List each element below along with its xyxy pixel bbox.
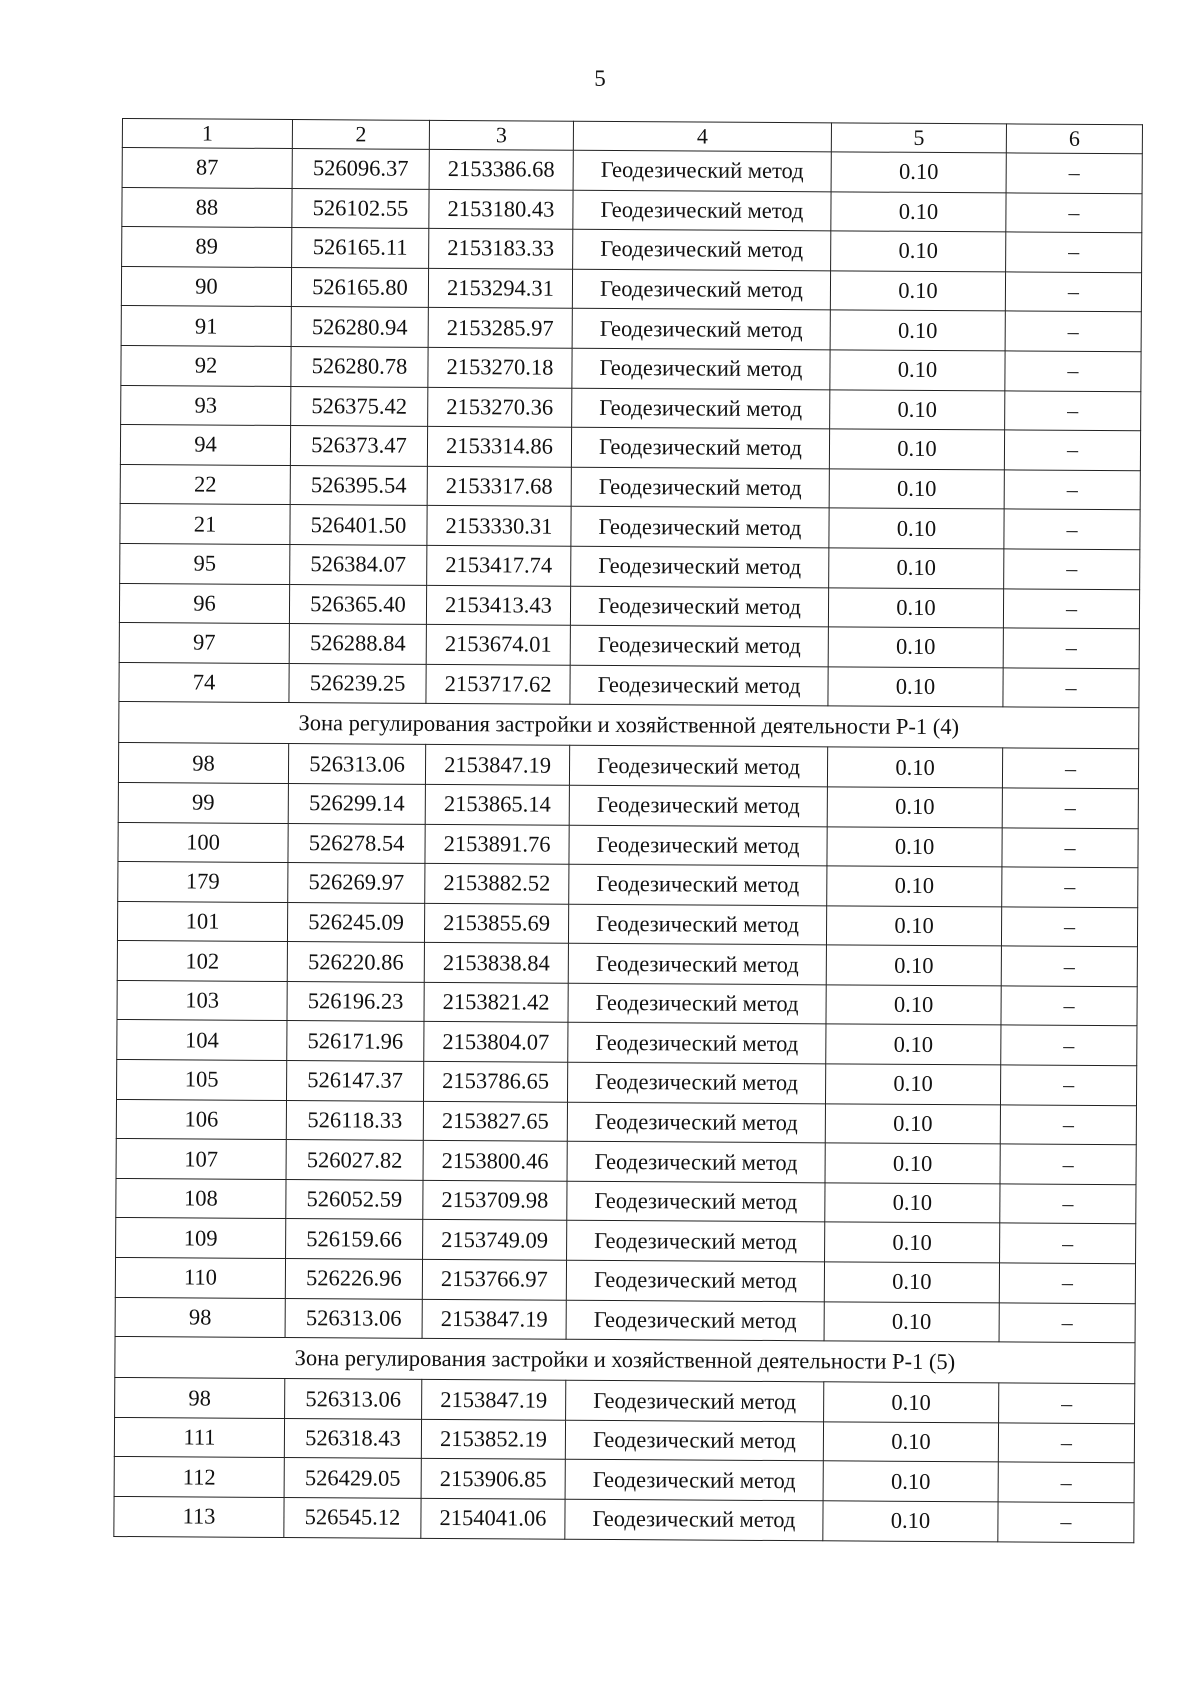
x-coordinate-cell: 526278.54: [288, 823, 425, 863]
accuracy-cell: 0.10: [826, 906, 1001, 947]
point-number-cell: 100: [118, 822, 288, 863]
y-coordinate-cell: 2153317.68: [427, 466, 571, 506]
accuracy-cell: 0.10: [825, 1143, 1000, 1184]
x-coordinate-cell: 526052.59: [286, 1179, 423, 1219]
method-cell: Геодезический метод: [572, 309, 830, 350]
table-row: [120, 543, 1140, 589]
y-coordinate-cell: 2153865.14: [425, 784, 569, 824]
note-cell: –: [1006, 153, 1142, 193]
table-row: [115, 1258, 1135, 1304]
point-number-cell: 109: [116, 1218, 286, 1259]
table-row: [121, 385, 1141, 431]
accuracy-cell: 0.10: [825, 1222, 1000, 1263]
y-coordinate-cell: 2153386.68: [429, 149, 573, 189]
x-coordinate-cell: 526165.11: [292, 228, 429, 268]
method-cell: Геодезический метод: [569, 825, 827, 866]
method-cell: Геодезический метод: [568, 1023, 826, 1064]
point-number-cell: 99: [118, 782, 288, 823]
table-row: [118, 862, 1138, 908]
method-cell: Геодезический метод: [573, 190, 831, 231]
method-cell: Геодезический метод: [570, 665, 828, 706]
accuracy-cell: 0.10: [825, 1103, 1000, 1144]
accuracy-cell: 0.10: [823, 1422, 998, 1463]
table-row: [121, 266, 1141, 312]
point-number-cell: 98: [115, 1378, 285, 1419]
y-coordinate-cell: 2153314.86: [427, 427, 571, 467]
method-cell: Геодезический метод: [570, 625, 828, 666]
accuracy-cell: 0.10: [826, 945, 1001, 986]
x-coordinate-cell: 526429.05: [284, 1458, 421, 1498]
y-coordinate-cell: 2153270.36: [428, 387, 572, 427]
note-cell: –: [1001, 986, 1137, 1026]
point-number-cell: 93: [121, 385, 291, 426]
note-cell: –: [1003, 668, 1139, 708]
note-cell: –: [999, 1303, 1135, 1343]
y-coordinate-cell: 2153821.42: [424, 982, 568, 1022]
method-cell: Геодезический метод: [572, 388, 830, 429]
accuracy-cell: 0.10: [827, 747, 1002, 788]
note-cell: –: [1001, 1025, 1137, 1065]
method-cell: Геодезический метод: [571, 427, 829, 468]
table-body: [114, 119, 1143, 1543]
header-cell-5: 5: [831, 123, 1006, 153]
y-coordinate-cell: 2153891.76: [425, 824, 569, 864]
y-coordinate-cell: 2153786.65: [424, 1061, 568, 1101]
x-coordinate-cell: 526226.96: [285, 1259, 422, 1299]
x-coordinate-cell: 526401.50: [290, 505, 427, 545]
x-coordinate-cell: 526313.06: [285, 1298, 422, 1338]
point-number-cell: 113: [114, 1496, 284, 1537]
accuracy-cell: 0.10: [823, 1501, 998, 1542]
note-cell: –: [1002, 867, 1138, 907]
y-coordinate-cell: 2153847.19: [422, 1299, 566, 1339]
point-number-cell: 98: [115, 1297, 285, 1338]
point-number-cell: 74: [119, 662, 289, 703]
y-coordinate-cell: 2153852.19: [421, 1419, 565, 1459]
point-number-cell: 110: [115, 1258, 285, 1299]
method-cell: Геодезический метод: [565, 1460, 823, 1501]
accuracy-cell: 0.10: [828, 627, 1003, 668]
method-cell: Геодезический метод: [571, 467, 829, 508]
point-number-cell: 22: [120, 464, 290, 505]
x-coordinate-cell: 526365.40: [289, 584, 426, 624]
note-cell: –: [1003, 628, 1139, 668]
x-coordinate-cell: 526165.80: [291, 267, 428, 307]
method-cell: Геодезический метод: [569, 785, 827, 826]
x-coordinate-cell: 526027.82: [286, 1140, 423, 1180]
x-coordinate-cell: 526159.66: [286, 1219, 423, 1259]
y-coordinate-cell: 2153800.46: [423, 1141, 567, 1181]
method-cell: Геодезический метод: [568, 904, 826, 945]
point-number-cell: 108: [116, 1178, 286, 1219]
method-cell: Геодезический метод: [567, 1141, 825, 1182]
y-coordinate-cell: 2153855.69: [424, 903, 568, 943]
accuracy-cell: 0.10: [829, 469, 1004, 510]
point-number-cell: 90: [121, 266, 291, 307]
point-number-cell: 94: [120, 425, 290, 466]
note-cell: –: [1002, 788, 1138, 828]
note-cell: –: [1005, 390, 1141, 430]
method-cell: Геодезический метод: [573, 150, 831, 191]
accuracy-cell: 0.10: [827, 826, 1002, 867]
y-coordinate-cell: 2153749.09: [423, 1220, 567, 1260]
note-cell: –: [1004, 430, 1140, 470]
section-heading: Зона регулирования застройки и хозяйственной деятельности Р-1 (5): [115, 1337, 1135, 1384]
method-cell: Геодезический метод: [571, 546, 829, 587]
note-cell: –: [1000, 1105, 1136, 1145]
method-cell: Геодезический метод: [572, 348, 830, 389]
y-coordinate-cell: 2153674.01: [426, 624, 570, 664]
note-cell: –: [998, 1502, 1134, 1542]
point-number-cell: 105: [117, 1060, 287, 1101]
header-cell-3: 3: [429, 120, 573, 150]
note-cell: –: [1006, 232, 1142, 272]
method-cell: Геодезический метод: [567, 1062, 825, 1103]
x-coordinate-cell: 526299.14: [288, 783, 425, 823]
header-cell-2: 2: [292, 120, 429, 150]
table-row: [120, 504, 1140, 550]
x-coordinate-cell: 526375.42: [291, 386, 428, 426]
y-coordinate-cell: 2153709.98: [423, 1180, 567, 1220]
section-heading-row: [115, 1337, 1135, 1384]
table-row: [118, 782, 1138, 828]
x-coordinate-cell: 526171.96: [287, 1021, 424, 1061]
note-cell: –: [1002, 748, 1138, 788]
table-row: [117, 901, 1137, 947]
accuracy-cell: 0.10: [829, 508, 1004, 549]
point-number-cell: 96: [119, 583, 289, 624]
table-row: [117, 1060, 1137, 1106]
x-coordinate-cell: 526147.37: [287, 1061, 424, 1101]
accuracy-cell: 0.10: [831, 152, 1006, 193]
x-coordinate-cell: 526220.86: [287, 942, 424, 982]
point-number-cell: 91: [121, 306, 291, 347]
table-row: [119, 623, 1139, 669]
point-number-cell: 104: [117, 1020, 287, 1061]
y-coordinate-cell: 2153294.31: [428, 268, 572, 308]
note-cell: –: [1004, 509, 1140, 549]
x-coordinate-cell: 526313.06: [288, 744, 425, 784]
point-number-cell: 89: [122, 227, 292, 268]
table-row: [116, 1178, 1136, 1224]
method-cell: Геодезический метод: [568, 983, 826, 1024]
method-cell: Геодезический метод: [572, 269, 830, 310]
header-cell-4: 4: [573, 121, 831, 152]
point-number-cell: 87: [122, 148, 292, 189]
note-cell: –: [1000, 1144, 1136, 1184]
accuracy-cell: 0.10: [830, 310, 1005, 351]
x-coordinate-cell: 526118.33: [286, 1100, 423, 1140]
y-coordinate-cell: 2153717.62: [426, 664, 570, 704]
x-coordinate-cell: 526245.09: [287, 902, 424, 942]
accuracy-cell: 0.10: [823, 1461, 998, 1502]
header-cell-1: 1: [122, 119, 292, 149]
point-number-cell: 98: [118, 743, 288, 784]
point-number-cell: 95: [120, 543, 290, 584]
table-row: [121, 345, 1141, 391]
note-cell: –: [1005, 351, 1141, 391]
point-number-cell: 92: [121, 345, 291, 386]
table-row: [118, 743, 1138, 789]
y-coordinate-cell: 2153847.19: [425, 745, 569, 785]
x-coordinate-cell: 526384.07: [290, 544, 427, 584]
method-cell: Геодезический метод: [570, 586, 828, 627]
method-cell: Геодезический метод: [569, 746, 827, 787]
table-row: [114, 1496, 1134, 1542]
table-row: [115, 1297, 1135, 1343]
y-coordinate-cell: 2153906.85: [421, 1459, 565, 1499]
y-coordinate-cell: 2153180.43: [429, 189, 573, 229]
method-cell: Геодезический метод: [567, 1181, 825, 1222]
accuracy-cell: 0.10: [825, 1064, 1000, 1105]
point-number-cell: 97: [119, 623, 289, 664]
y-coordinate-cell: 2153827.65: [423, 1101, 567, 1141]
x-coordinate-cell: 526318.43: [284, 1418, 421, 1458]
x-coordinate-cell: 526545.12: [284, 1498, 421, 1538]
note-cell: –: [1001, 907, 1137, 947]
accuracy-cell: 0.10: [826, 985, 1001, 1026]
note-cell: –: [1001, 946, 1137, 986]
note-cell: –: [1000, 1184, 1136, 1224]
method-cell: Геодезический метод: [566, 1260, 824, 1301]
note-cell: –: [1006, 192, 1142, 232]
point-number-cell: 107: [116, 1139, 286, 1180]
table-row: [122, 187, 1142, 233]
accuracy-cell: 0.10: [829, 548, 1004, 589]
note-cell: –: [999, 1263, 1135, 1303]
page-number: 5: [594, 66, 606, 91]
accuracy-cell: 0.10: [831, 231, 1006, 272]
y-coordinate-cell: 2153270.18: [428, 347, 572, 387]
note-cell: –: [1000, 1223, 1136, 1263]
accuracy-cell: 0.10: [830, 350, 1005, 391]
table-row: [121, 306, 1141, 352]
table-row: [122, 148, 1142, 194]
header-cell-6: 6: [1006, 124, 1142, 154]
y-coordinate-cell: 2153413.43: [426, 585, 570, 625]
note-cell: –: [1005, 272, 1141, 312]
accuracy-cell: 0.10: [831, 191, 1006, 232]
x-coordinate-cell: 526102.55: [292, 188, 429, 228]
note-cell: –: [1002, 827, 1138, 867]
accuracy-cell: 0.10: [825, 1183, 1000, 1224]
point-number-cell: 179: [118, 862, 288, 903]
method-cell: Геодезический метод: [567, 1221, 825, 1262]
table-row: [118, 822, 1138, 868]
point-number-cell: 103: [117, 980, 287, 1021]
y-coordinate-cell: 2153838.84: [424, 943, 568, 983]
accuracy-cell: 0.10: [830, 271, 1005, 312]
table-row: [114, 1457, 1134, 1503]
point-number-cell: 112: [114, 1457, 284, 1498]
accuracy-cell: 0.10: [824, 1382, 999, 1423]
table-row: [114, 1417, 1134, 1463]
table-row: [116, 1099, 1136, 1145]
x-coordinate-cell: 526280.78: [291, 347, 428, 387]
table-row: [117, 941, 1137, 987]
x-coordinate-cell: 526280.94: [291, 307, 428, 347]
accuracy-cell: 0.10: [829, 429, 1004, 470]
method-cell: Геодезический метод: [568, 944, 826, 985]
accuracy-cell: 0.10: [830, 389, 1005, 430]
point-number-cell: 111: [114, 1417, 284, 1458]
table-row: [119, 662, 1139, 708]
x-coordinate-cell: 526239.25: [289, 663, 426, 703]
table-row: [115, 1378, 1135, 1424]
point-number-cell: 106: [116, 1099, 286, 1140]
table-row: [122, 227, 1142, 273]
y-coordinate-cell: 2153847.19: [422, 1380, 566, 1420]
y-coordinate-cell: 2153285.97: [428, 308, 572, 348]
x-coordinate-cell: 526269.97: [288, 863, 425, 903]
note-cell: –: [998, 1462, 1134, 1502]
x-coordinate-cell: 526395.54: [290, 465, 427, 505]
note-cell: –: [999, 1383, 1135, 1423]
method-cell: Геодезический метод: [566, 1300, 824, 1341]
y-coordinate-cell: 2153183.33: [429, 229, 573, 269]
section-heading: Зона регулирования застройки и хозяйственной деятельности Р-1 (4): [119, 702, 1139, 749]
y-coordinate-cell: 2154041.06: [421, 1498, 565, 1538]
accuracy-cell: 0.10: [824, 1262, 999, 1303]
method-cell: Геодезический метод: [571, 507, 829, 548]
x-coordinate-cell: 526288.84: [289, 624, 426, 664]
note-cell: –: [1000, 1065, 1136, 1105]
table-row: [117, 980, 1137, 1026]
table-row: [120, 425, 1140, 471]
y-coordinate-cell: 2153766.97: [422, 1259, 566, 1299]
accuracy-cell: 0.10: [828, 667, 1003, 708]
method-cell: Геодезический метод: [573, 229, 831, 270]
point-number-cell: 88: [122, 187, 292, 228]
y-coordinate-cell: 2153882.52: [425, 863, 569, 903]
point-number-cell: 102: [117, 941, 287, 982]
accuracy-cell: 0.10: [826, 1024, 1001, 1065]
x-coordinate-cell: 526373.47: [290, 426, 427, 466]
table-row: [116, 1139, 1136, 1185]
note-cell: –: [1004, 470, 1140, 510]
x-coordinate-cell: 526196.23: [287, 981, 424, 1021]
method-cell: Геодезический метод: [565, 1420, 823, 1461]
y-coordinate-cell: 2153804.07: [424, 1022, 568, 1062]
table-row: [119, 583, 1139, 629]
accuracy-cell: 0.10: [827, 866, 1002, 907]
note-cell: –: [1003, 588, 1139, 628]
method-cell: Геодезический метод: [566, 1380, 824, 1421]
method-cell: Геодезический метод: [569, 864, 827, 905]
table-row: [116, 1218, 1136, 1264]
y-coordinate-cell: 2153417.74: [427, 545, 571, 585]
point-number-cell: 21: [120, 504, 290, 545]
x-coordinate-cell: 526313.06: [285, 1379, 422, 1419]
x-coordinate-cell: 526096.37: [292, 149, 429, 189]
note-cell: –: [998, 1423, 1134, 1463]
y-coordinate-cell: 2153330.31: [427, 506, 571, 546]
accuracy-cell: 0.10: [824, 1301, 999, 1342]
method-cell: Геодезический метод: [565, 1499, 823, 1540]
coordinates-table: [113, 118, 1143, 1543]
point-number-cell: 101: [117, 901, 287, 942]
section-heading-row: [119, 702, 1139, 749]
note-cell: –: [1004, 549, 1140, 589]
table-row: [120, 464, 1140, 510]
table-row: [117, 1020, 1137, 1066]
accuracy-cell: 0.10: [828, 587, 1003, 628]
note-cell: –: [1005, 311, 1141, 351]
accuracy-cell: 0.10: [827, 787, 1002, 828]
method-cell: Геодезический метод: [567, 1102, 825, 1143]
